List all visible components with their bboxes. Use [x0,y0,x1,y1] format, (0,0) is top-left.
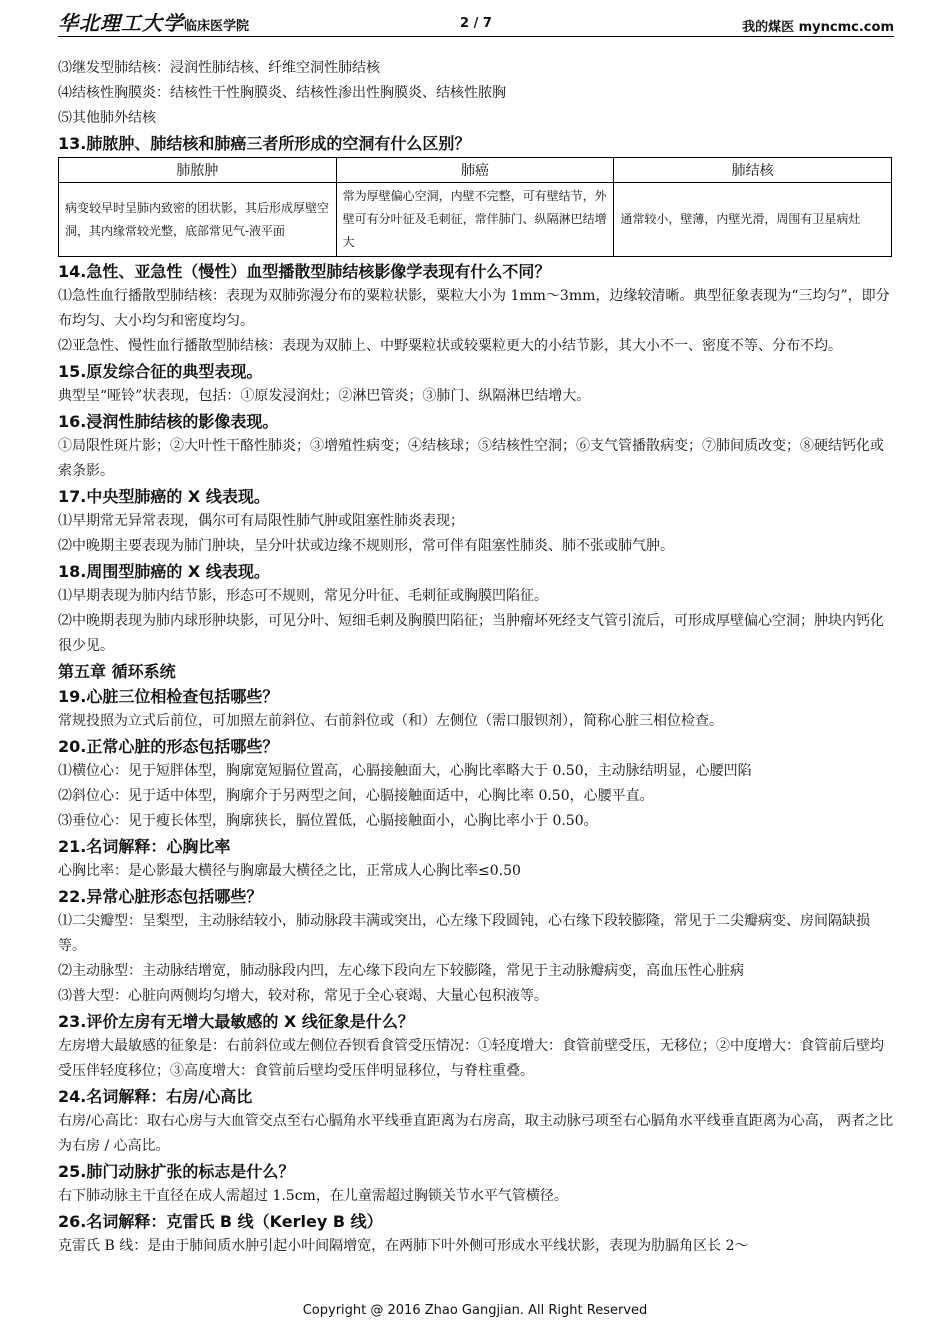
question-heading: 25.肺门动脉扩张的标志是什么？ [58,1162,295,1181]
sections-circulatory [58,684,894,1259]
table-header-cell: 肺癌 [336,158,614,183]
answer-paragraph: ⑵主动脉型：主动脉结增宽，肺动脉段内凹，左心缘下段向左下较膨隆，常见于主动脉瓣病变，高血压性心脏病 [58,963,744,979]
university-name: 华北理工大学 [58,11,184,35]
table-header-row [59,158,892,183]
answer-paragraph: ⑴二尖瓣型：呈梨型，主动脉结较小，肺动脉段丰满或突出，心左缘下段圆钝，心右缘下段较膨隆，常见于二尖瓣病变、房间隔缺损等。 [58,913,870,954]
answer-paragraph: ⑴早期表现为肺内结节影，形态可不规则，常见分叶征、毛刺征或胸膜凹陷征。 [58,588,548,604]
question-heading: 23.评价左房有无增大最敏感的 X 线征象是什么？ [58,1012,414,1031]
question-heading: 21.名词解释：心胸比率 [58,837,231,856]
question-heading: 19.心脏三位相检查包括哪些？ [58,687,279,706]
sections-lung [58,259,894,659]
table-cell: 常为厚壁偏心空洞，内壁不完整，可有壁结节，外壁可有分叶征及毛刺征，常伴肺门、纵隔淋巴结增大 [336,183,614,257]
page-number: 2 / 7 [460,16,492,31]
table-header-cell: 肺结核 [614,158,892,183]
chapter-heading: 第五章 循环系统 [58,662,176,681]
answer-paragraph: ⑴急性血行播散型肺结核：表现为双肺弥漫分布的粟粒状影，粟粒大小为 1mm～3mm，边缘较清晰。典型征象表现为“三均匀”，即分布均匀、大小均匀和密度均匀。 [58,288,890,329]
question-heading: 13.肺脓肿、肺结核和肺癌三者所形成的空洞有什么区别？ [58,134,471,153]
answer-paragraph: 克雷氏 B 线：是由于肺间质水肿引起小叶间隔增宽，在两肺下叶外侧可形成水平线状影，表现为肋膈角区长 2～ [58,1238,749,1254]
document-body [58,56,894,1259]
question-heading: 20.正常心脏的形态包括哪些？ [58,737,279,756]
answer-paragraph: 常规投照为立式后前位，可加照左前斜位、右前斜位或（和）左侧位（需口服钡剂），简称心脏三相位检查。 [58,713,723,729]
table-cell: 通常较小，壁薄，内壁光滑，周围有卫星病灶 [614,183,892,257]
answer-paragraph: ⑴早期常无异常表现，偶尔可有局限性肺气肿或阻塞性肺炎表现； [58,513,464,529]
answer-paragraph: ⑵中晚期主要表现为肺门肿块，呈分叶状或边缘不规则形，常可伴有阻塞性肺炎、肺不张或肺气肿。 [58,538,674,554]
page-footer: Copyright @ 2016 Zhao Gangjian. All Right Reserved [302,1303,648,1318]
answer-paragraph: ⑵中晚期表现为肺内球形肿块影，可见分叶、短细毛刺及胸膜凹陷征；当肿瘤坏死经支气管引流后，可形成厚壁偏心空洞；肿块内钙化很少见。 [58,613,884,654]
answer-paragraph: ⑶普大型：心脏向两侧均匀增大，较对称，常见于全心衰竭、大量心包积液等。 [58,988,548,1004]
answer-paragraph: ①局限性斑片影；②大叶性干酪性肺炎；③增殖性病变；④结核球；⑤结核性空洞；⑥支气管播散病变；⑦肺间质改变；⑧硬结钙化或索条影。 [58,438,884,479]
college-name: 临床医学院 [184,19,250,34]
question-heading: 17.中央型肺癌的 X 线表现。 [58,487,270,506]
question-heading: 16.浸润性肺结核的影像表现。 [58,412,279,431]
answer-paragraph: ⑵亚急性、慢性血行播散型肺结核：表现为双肺上、中野粟粒状或较粟粒更大的小结节影，其大小不一、密度不等、分布不均。 [58,338,842,354]
answer-paragraph: 右房/心高比：取右心房与大血管交点至右心膈角水平线垂直距离为右房高，取主动脉弓项至右心膈角水平线垂直距离为心高， 两者之比为右房 / 心高比。 [58,1113,894,1154]
question-heading: 14.急性、亚急性（慢性）血型播散型肺结核影像学表现有什么不同？ [58,262,551,281]
intro-line: ⑸其他肺外结核 [58,110,156,126]
question-heading: 22.异常心脏形态包括哪些？ [58,887,263,906]
answer-paragraph: ⑵斜位心：见于适中体型，胸廓介于另两型之间，心膈接触面适中，心胸比率 0.50，心腰平直。 [58,788,654,804]
answer-paragraph: 左房增大最敏感的征象是：右前斜位或左侧位吞钡看食管受压情况：①轻度增大：食管前壁受压，无移位；②中度增大：食管前后壁均受压伴轻度移位；③高度增大：食管前后壁均受压伴明显移位，与脊柱重叠。 [58,1038,884,1079]
table-row [59,183,892,257]
question-heading: 15.原发综合征的典型表现。 [58,362,263,381]
question-heading: 18.周围型肺癌的 X 线表现。 [58,562,270,581]
table-header-cell: 肺脓肿 [59,158,337,183]
intro-line: ⑷结核性胸膜炎：结核性干性胸膜炎、结核性渗出性胸膜炎、结核性脓胸 [58,85,506,101]
comparison-table [58,157,892,257]
answer-paragraph: 典型呈“哑铃”状表现，包括：①原发浸润灶；②淋巴管炎；③肺门、纵隔淋巴结增大。 [58,388,591,404]
question-heading: 24.名词解释：右房/心高比 [58,1087,253,1106]
answer-paragraph: 心胸比率：是心影最大横径与胸廓最大横径之比，正常成人心胸比率≤0.50 [58,863,521,879]
university-logo [58,12,249,38]
table-cell: 病变较早时呈肺内致密的团状影，其后形成厚壁空洞，其内缘常较光整，底部常见气-液平面 [59,183,337,257]
site-name: 我的煤医 myncmc.com [742,20,894,35]
answer-paragraph: ⑴横位心：见于短胖体型，胸廓宽短膈位置高，心膈接触面大，心胸比率略大于 0.50，主动脉结明显，心腰凹陷 [58,763,752,779]
answer-paragraph: ⑶垂位心：见于瘦长体型，胸廓狭长，膈位置低，心膈接触面小，心胸比率小于 0.50。 [58,813,598,829]
intro-line: ⑶继发型肺结核：浸润性肺结核、纤维空洞性肺结核 [58,60,380,76]
question-heading: 26.名词解释：克雷氏 B 线（Kerley B 线） [58,1212,383,1231]
page-header [58,12,894,37]
answer-paragraph: 右下肺动脉主干直径在成人需超过 1.5cm，在儿童需超过胸锁关节水平气管横径。 [58,1188,568,1204]
